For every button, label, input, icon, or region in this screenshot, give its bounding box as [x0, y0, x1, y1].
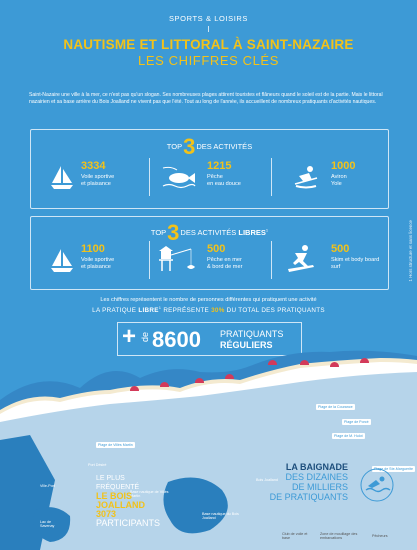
top-activities-title	[31, 134, 388, 160]
beach-umbrella-icon	[195, 378, 204, 383]
section-eyebrow: SPORTS & LOISIRS	[168, 14, 249, 23]
divider	[149, 241, 150, 279]
busiest-site	[96, 474, 186, 528]
beach-umbrella-icon	[130, 386, 139, 391]
stat-label: Aviron Yole	[331, 174, 347, 187]
beach-tag: Plage de Ste-Marguerite	[374, 467, 413, 471]
stat-value: 500	[207, 243, 226, 255]
sailboat-icon	[49, 164, 75, 190]
stat-label: Pêche en eau douce	[207, 174, 241, 187]
fishing-pier-icon	[157, 245, 197, 275]
total-label-1: PRATIQUANTS	[220, 329, 284, 339]
map-label: Base nautique du Bois Joalland	[202, 512, 239, 520]
free-activities-box	[30, 216, 389, 290]
legend-item: Pêcheurs	[372, 534, 388, 538]
stat-value: 500	[331, 243, 350, 255]
swimming-line: DES DIZAINES	[285, 472, 348, 482]
divider	[271, 241, 272, 279]
surfer-icon	[285, 243, 317, 275]
swimmer-icon	[360, 468, 394, 502]
stat-value: 1000	[331, 160, 356, 172]
map-label: Base nautique de Villès Martin	[130, 490, 169, 498]
beach-tag: Plage de Villès Martin	[98, 443, 133, 447]
free-share-note: LA PRATIQUE LIBRE$^1$ REPRÉSENTE 30% DU TOTAL DES PRATIQUANTS	[92, 305, 325, 315]
de-label: de	[140, 331, 151, 343]
participants-label: PARTICIPANTS	[96, 518, 161, 528]
busiest-line: FRÉQUENTÉ	[96, 484, 140, 491]
swimming-line: LA BAIGNADE	[285, 462, 348, 472]
page-title: NAUTISME ET LITTORAL À SAINT-NAZAIRE	[63, 37, 354, 52]
beach-umbrella-icon	[225, 374, 234, 379]
beach-umbrella-icon	[160, 382, 169, 387]
stat-value: 3334	[81, 160, 106, 172]
stat-value: 1100	[81, 243, 105, 255]
stat-label: Skim et body board surf	[331, 257, 380, 270]
map-label: Ville-Port	[40, 484, 55, 488]
page-subtitle: LES CHIFFRES CLÉS	[138, 53, 279, 68]
beach-tag: Plage de M. Hulot	[334, 434, 363, 438]
rowing-icon	[293, 164, 319, 190]
total-label-2: RÉGULIERS	[220, 340, 273, 350]
top-suffix: DES ACTIVITÉS	[196, 142, 253, 151]
site-name: JOALLAND	[96, 500, 145, 510]
beach-tag: Plage de la Courance	[318, 405, 353, 409]
fish-icon	[161, 164, 197, 190]
beach-tag: Plage de Porcé	[344, 420, 369, 424]
map-label: Bois Joalland	[256, 478, 278, 482]
divider	[271, 158, 272, 196]
busiest-line: LE PLUS	[96, 475, 125, 482]
swimming-line: DE MILLIERS	[291, 482, 348, 492]
total-number: 8600	[152, 327, 201, 352]
stat-value: 1215	[207, 160, 232, 172]
stat-label: Voile sportive et plaisance	[81, 174, 115, 187]
side-footnote: 1 Hors structure et sans licence	[408, 220, 413, 282]
top-number: 3	[183, 134, 196, 159]
participants-number: 3073	[96, 509, 117, 519]
stat-label: Pêche en mer & bord de mer	[207, 257, 243, 270]
top-activities-box	[30, 129, 389, 209]
legend-item: Zone de mouillage des embarcations	[320, 532, 358, 540]
top-label: TOP	[166, 142, 183, 151]
site-name: LE BOIS	[96, 491, 133, 501]
stat-label: Voile sportive et plaisance	[81, 257, 115, 270]
intro-paragraph: Saint-Nazaire une ville à la mer, ce n'est pas qu'un slogan. Ses nombreuses plages attirent touristes et flâneurs quand le soleil est de la partie. Mais le littoral nazairien et sa base arrière du Bois Joalland ne vivent pas que l'été. Tout au long de l'année, ils accueillent de nombreux pratiquants d'activités nautiques.	[29, 92, 383, 105]
map-label: Lac de Savenay	[40, 520, 55, 528]
map-label: Port Désiré	[88, 463, 107, 467]
swimming-line: DE PRATIQUANTS	[269, 492, 348, 502]
divider	[149, 158, 150, 196]
sailboat-icon	[49, 247, 75, 273]
legend-item: Club de voile et base	[282, 532, 308, 540]
eyebrow-divider	[208, 26, 209, 32]
beach-umbrella-icon	[330, 362, 339, 367]
free-activities-title: TOP3DES ACTIVITÉS LIBRES$^1$	[150, 220, 269, 245]
beach-umbrella-icon	[360, 358, 369, 363]
plus-sign: +	[122, 323, 137, 350]
beach-umbrella-icon	[268, 360, 277, 365]
beach-umbrella-icon	[300, 360, 309, 365]
note-text: Les chiffres représentent le nombre de personnes différentes qui pratiquent une activité	[100, 297, 317, 303]
swimming-callout	[252, 462, 348, 502]
